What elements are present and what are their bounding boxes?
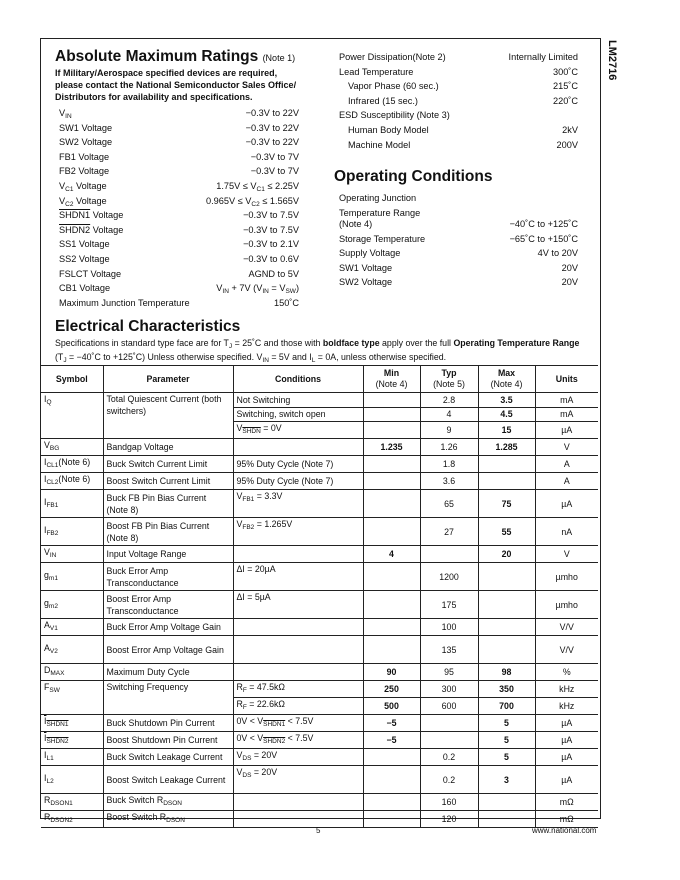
col-parameter: Parameter [103,366,233,393]
cell-typ: 4 [420,407,478,422]
cell-units: mΩ [535,794,598,811]
amr-left-value: $1.75V \le V_{C1} \le 2.25V$ [216,181,299,193]
cell-conditions [233,439,363,456]
oc-label: Storage Temperature [339,233,426,244]
amr-left-value: −0.3V to 22V [245,108,299,118]
cell-conditions: Not Switching [233,393,363,408]
amr-right-row [339,96,578,111]
cell-typ: 2.8 [420,393,478,408]
cell-typ: 120 [420,811,478,828]
cell-min [363,794,420,811]
col-min: Min (Note 4) [363,366,420,393]
amr-right-label: Human Body Model [348,125,429,135]
oc-value: 20V [561,277,578,288]
amr-left-row [59,210,299,225]
cell-units: kHz [535,698,598,715]
cell-parameter: Maximum Duty Cycle [103,664,233,681]
table-row [41,456,598,473]
cell-max [478,619,535,636]
cell-units: V/V [535,636,598,664]
cell-conditions: $V_{FB2} = 1.265V$ [233,518,363,546]
cell-parameter: Bandgap Voltage [103,439,233,456]
cell-max [478,591,535,619]
cell-conditions [233,636,363,664]
amr-left-row [59,298,299,313]
amr-title: Absolute Maximum Ratings (Note 1) [55,48,296,65]
amr-right-row [339,52,578,67]
col-units: Units [535,366,598,393]
cell-units: V [535,546,598,563]
amr-note: If Military/Aerospace specified devices are required, please contact the National Semiconductor Sales Office/ Distributors for availability and specifications. [55,68,297,102]
amr-left-label: SHDN2 Voltage [59,224,124,235]
cell-units: mA [535,393,598,408]
amr-right-row [339,125,578,140]
cell-units: µmho [535,563,598,591]
cell-parameter: Total Quiescent Current (both switchers) [103,393,233,439]
cell-max: 3.5 [478,393,535,408]
cell-units: mA [535,407,598,422]
cell-parameter: Buck Switch Current Limit [103,456,233,473]
cell-min [363,749,420,766]
cell-typ: 3.6 [420,473,478,490]
amr-left-label: SW2 Voltage [59,137,113,148]
table-row [41,664,598,681]
cell-min: 500 [363,698,420,715]
cell-max: 350 [478,681,535,698]
amr-left-label: FSLCT Voltage [59,268,122,279]
cell-min: 250 [363,681,420,698]
amr-right-label: ESD Susceptibility (Note 3) [339,110,450,121]
cell-symbol: $I_{CL1}(Note$ 6) [41,456,103,473]
cell-symbol: $F_{SW}$ [41,681,103,715]
oc-row [339,277,578,292]
cell-max: 5 [478,732,535,749]
oc-value: 4V to 20V [537,248,578,259]
amr-right-label: Machine Model [348,139,411,150]
cell-max [478,563,535,591]
ec-table [41,365,598,828]
cell-conditions: $V_{FB1} = 3.3V$ [233,490,363,518]
table-row [41,546,598,563]
cell-max [478,636,535,664]
amr-left-row [59,283,299,298]
cell-parameter: Boost FB Pin Bias Current (Note 8) [103,518,233,546]
amr-left-list [59,108,299,314]
cell-parameter: Boost Shutdown Pin Current [103,732,233,749]
amr-right-row [339,67,578,82]
cell-typ: 600 [420,698,478,715]
amr-left-value: 150˚C [273,297,299,308]
table-row [41,749,598,766]
amr-right-value: 220˚C [552,95,578,106]
cell-parameter: Buck Switch $R_{DSON}$ [103,794,233,811]
table-row [41,732,598,749]
amr-left-value: $0.965V \le V_{C2} \le 1.565V$ [206,195,299,208]
cell-max: 1.285 [478,439,535,456]
cell-units: % [535,664,598,681]
cell-symbol: $I_{FB2}$ [41,518,103,546]
amr-right-row [339,140,578,155]
cell-min [363,563,420,591]
cell-min [363,766,420,794]
cell-units: nA [535,518,598,546]
amr-right-value: 200V [556,139,578,150]
table-row [41,591,598,619]
amr-left-label: $V_{C2}$ Voltage [59,195,107,208]
cell-units: A [535,473,598,490]
cell-typ: 160 [420,794,478,811]
amr-left-row [59,123,299,138]
cell-symbol: $I_{CL2}(Note$ 6) [41,473,103,490]
cell-symbol: $I_{FB1}$ [41,490,103,518]
cell-min: −5 [363,732,420,749]
oc-value: −65˚C to +150˚C [509,233,578,244]
table-row [41,619,598,636]
oc-value: 20V [561,262,578,273]
ec-title: Electrical Characteristics [55,318,241,335]
amr-left-row [59,108,299,123]
cell-conditions: ΔI = 5µA [233,591,363,619]
table-row [41,393,598,408]
cell-min [363,636,420,664]
cell-max: 98 [478,664,535,681]
cell-typ: 1200 [420,563,478,591]
table-row [41,681,598,698]
oc-row [339,263,578,278]
cell-symbol: $I_{L1}$ [41,749,103,766]
table-row [41,473,598,490]
col-symbol: Symbol [41,366,103,393]
cell-symbol: $I_{L2}$ [41,766,103,794]
amr-left-label: CB1 Voltage [59,283,111,294]
cell-max: 700 [478,698,535,715]
cell-symbol: $V_{BG}$ [41,439,103,456]
amr-left-row [59,196,299,211]
cell-units: µA [535,715,598,732]
cell-conditions: 95% Duty Cycle (Note 7) [233,473,363,490]
cell-min [363,490,420,518]
oc-title: Operating Conditions [334,168,493,185]
cell-min: 90 [363,664,420,681]
amr-left-value: −0.3V to 22V [245,122,299,133]
cell-units: µmho [535,591,598,619]
cell-symbol: $g_{m1}$ [41,563,103,591]
cell-units: µA [535,422,598,439]
amr-left-label: SW1 Voltage [59,122,113,133]
ec-spec-text: Specifications in standard type face are for $T_J$ = 25˚C and those with boldface type apply over the full Operating Temperature Range ($T_J$ = −40˚C to +125˚C) Unless otherwise specified. $V_{IN} = 5V$ and $I_L = 0A$, unless otherwise specified. [55,338,580,364]
amr-left-value: AGND to 5V [248,268,299,279]
table-row [41,490,598,518]
cell-max: 75 [478,490,535,518]
amr-left-label: $V_{C1}$ Voltage [59,181,107,193]
col-max: Max (Note 4) [478,366,535,393]
oc-value: −40˚C to +125˚C [509,219,578,229]
cell-parameter: Buck Shutdown Pin Current [103,715,233,732]
amr-left-label: SS2 Voltage [59,254,110,264]
cell-symbol: $R_{DSON2}$ [41,811,103,828]
cell-parameter: Buck Switch Leakage Current [103,749,233,766]
cell-typ: 27 [420,518,478,546]
cell-conditions: 95% Duty Cycle (Note 7) [233,456,363,473]
amr-left-row [59,166,299,181]
cell-typ: 9 [420,422,478,439]
amr-right-value: 300˚C [552,66,578,77]
amr-left-row [59,239,299,254]
cell-conditions: $R_F = 47.5k\Omega$ [233,681,363,698]
amr-right-list [339,52,578,157]
amr-left-value: $V_{IN} + 7V$ $(V_{IN} = V_{SW})$ [216,283,299,296]
cell-typ: 95 [420,664,478,681]
cell-min [363,456,420,473]
oc-label: (Note 4) [339,219,373,229]
oc-label: Supply Voltage [339,248,401,259]
cell-parameter: Boost Switch Leakage Current [103,766,233,794]
page-number: 5 [316,826,321,835]
amr-left-value: −0.3V to 7.5V [243,224,299,235]
oc-label: SW1 Voltage [339,262,393,273]
cell-conditions [233,794,363,811]
cell-parameter: Buck Error Amp Voltage Gain [103,619,233,636]
cell-symbol: $I_Q$ [41,393,103,439]
col-conditions: Conditions [233,366,363,393]
amr-right-value: 215˚C [552,81,578,92]
amr-left-row [59,181,299,196]
table-row [41,766,598,794]
cell-conditions [233,546,363,563]
cell-parameter: Buck FB Pin Bias Current (Note 8) [103,490,233,518]
amr-left-label: $V_{IN}$ [59,108,72,120]
cell-conditions: $R_F = 22.6k\Omega$ [233,698,363,715]
amr-left-value: −0.3V to 0.6V [243,254,299,264]
amr-right-value: 2kV [562,125,578,135]
cell-parameter: Buck Error Amp Transconductance [103,563,233,591]
table-row [41,636,598,664]
cell-max: 55 [478,518,535,546]
oc-list [339,219,578,294]
cell-max: 15 [478,422,535,439]
amr-left-label: SHDN1 Voltage [59,210,124,221]
cell-min [363,518,420,546]
cell-min [363,407,420,422]
footer-site: www.national.com [532,826,597,835]
oc-row [339,234,578,249]
oc-row [339,219,578,234]
amr-right-label: Lead Temperature [339,66,414,77]
cell-typ [420,732,478,749]
cell-typ: 100 [420,619,478,636]
cell-max: 5 [478,749,535,766]
cell-min [363,473,420,490]
oc-label: SW2 Voltage [339,277,393,288]
cell-max [478,811,535,828]
amr-right-value: Internally Limited [508,52,578,62]
amr-left-row [59,152,299,167]
cell-parameter: Boost Switch Current Limit [103,473,233,490]
cell-typ: 0.2 [420,766,478,794]
table-row [41,794,598,811]
amr-left-row [59,137,299,152]
cell-units: V/V [535,619,598,636]
cell-parameter: Switching Frequency [103,681,233,715]
cell-max [478,794,535,811]
cell-min [363,591,420,619]
cell-parameter: Input Voltage Range [103,546,233,563]
cell-units: µA [535,490,598,518]
cell-typ: 300 [420,681,478,698]
col-typ: Typ (Note 5) [420,366,478,393]
table-row [41,518,598,546]
table-row [41,439,598,456]
cell-units: µA [535,766,598,794]
cell-max: 5 [478,715,535,732]
cell-conditions: $0V < V_{SHDN2} < 7.5V$ [233,732,363,749]
table-row [41,715,598,732]
amr-right-label: Power Dissipation(Note 2) [339,52,446,62]
ec-table-header [41,366,598,393]
amr-left-label: FB1 Voltage [59,151,110,162]
amr-left-row [59,269,299,284]
cell-typ: 65 [420,490,478,518]
cell-min [363,619,420,636]
cell-units: mΩ [535,811,598,828]
cell-symbol: $D_{MAX}$ [41,664,103,681]
cell-symbol: $g_{m2}$ [41,591,103,619]
oc-heading: Operating Junction Temperature Range [339,193,421,218]
table-row [41,563,598,591]
cell-conditions: $0V < V_{SHDN1} < 7.5V$ [233,715,363,732]
cell-units: µA [535,749,598,766]
cell-conditions: Switching, switch open [233,407,363,422]
cell-symbol: $V_{IN}$ [41,546,103,563]
cell-max [478,456,535,473]
amr-right-row [339,81,578,96]
cell-conditions [233,664,363,681]
cell-symbol: $I_{SHDN1}$ [41,715,103,732]
cell-units: µA [535,732,598,749]
amr-left-label: FB2 Voltage [59,166,110,177]
cell-min [363,811,420,828]
cell-units: A [535,456,598,473]
cell-parameter: Boost Switch $R_{DSON}$ [103,811,233,828]
amr-left-row [59,225,299,240]
side-part-label: LM2716 [606,40,618,81]
cell-min: 4 [363,546,420,563]
cell-typ [420,715,478,732]
amr-left-label: Maximum Junction Temperature [59,297,190,308]
cell-typ: 1.26 [420,439,478,456]
amr-left-value: −0.3V to 7V [250,151,299,162]
cell-conditions [233,619,363,636]
cell-typ: 135 [420,636,478,664]
cell-typ: 1.8 [420,456,478,473]
amr-left-value: −0.3V to 7V [250,166,299,177]
cell-min: 1.235 [363,439,420,456]
cell-min [363,422,420,439]
amr-left-row [59,254,299,269]
cell-min [363,393,420,408]
cell-parameter: Boost Error Amp Transconductance [103,591,233,619]
cell-parameter: Boost Error Amp Voltage Gain [103,636,233,664]
cell-units: kHz [535,681,598,698]
cell-max: 4.5 [478,407,535,422]
amr-left-value: −0.3V to 7.5V [243,210,299,221]
cell-symbol: $I_{SHDN2}$ [41,732,103,749]
cell-conditions [233,811,363,828]
amr-left-label: SS1 Voltage [59,239,110,250]
cell-max: 20 [478,546,535,563]
cell-max [478,473,535,490]
cell-symbol: $A_{V1}$ [41,619,103,636]
cell-symbol: $A_{V2}$ [41,636,103,664]
amr-right-label: Infrared (15 sec.) [348,95,418,106]
cell-min: −5 [363,715,420,732]
cell-max: 3 [478,766,535,794]
cell-conditions: ΔI = 20µA [233,563,363,591]
amr-left-value: −0.3V to 22V [245,137,299,148]
cell-conditions: $V_{DS} = 20V$ [233,766,363,794]
amr-right-row [339,110,578,125]
cell-conditions: $V_{SHDN} = 0V$ [233,422,363,439]
amr-left-value: −0.3V to 2.1V [243,239,299,250]
cell-typ [420,546,478,563]
cell-units: V [535,439,598,456]
cell-conditions: $V_{DS} = 20V$ [233,749,363,766]
oc-row [339,248,578,263]
cell-symbol: $R_{DSON1}$ [41,794,103,811]
amr-right-label: Vapor Phase (60 sec.) [348,81,439,92]
cell-typ: 0.2 [420,749,478,766]
cell-typ: 175 [420,591,478,619]
